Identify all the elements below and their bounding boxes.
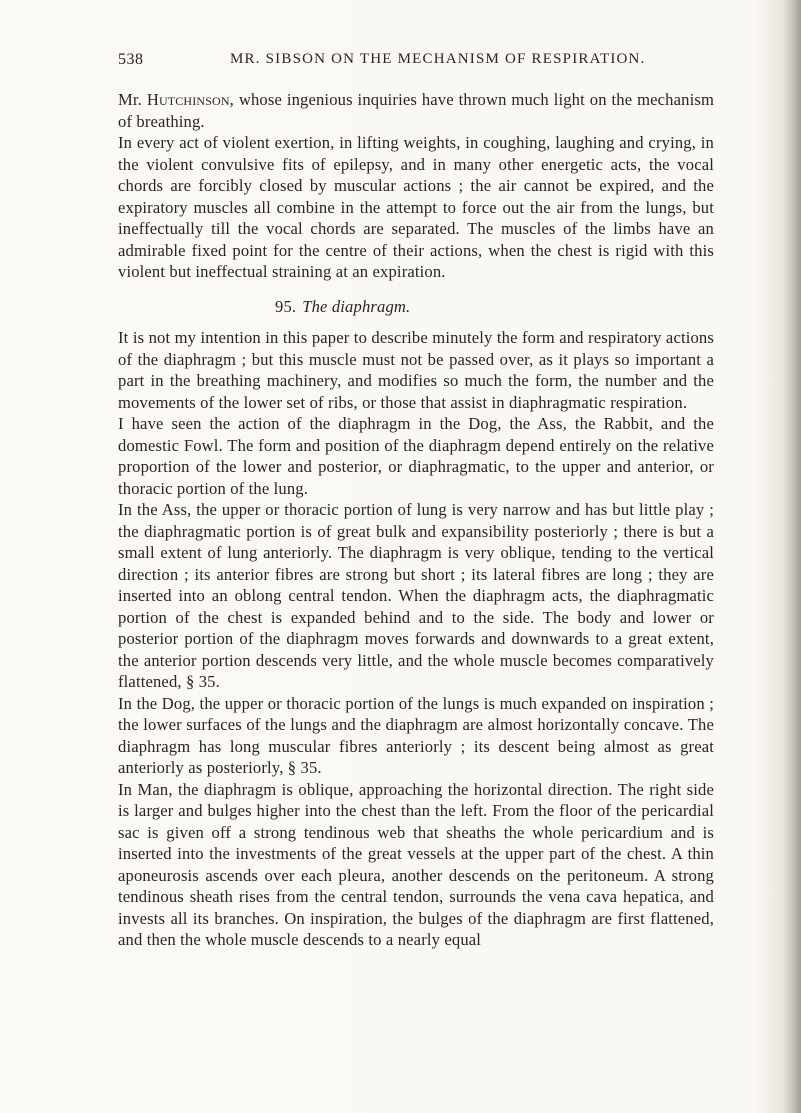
section-heading <box>118 296 714 318</box>
page-number: 538 <box>118 51 144 68</box>
paragraph-5: In the Ass, the upper or thoracic portion of lung is very narrow and has but little play ; the diaphragmatic portion is of great bulk and expansibility posteriorly ; there is but a small extent of lung anteriorly. The diaphragm is very oblique, tending to the vertical direction ; its anterior fibres are strong but short ; its lateral fibres are long ; they are inserted into an oblong central tendon. When the diaphragm acts, the diaphragmatic portion of the chest is expanded behind and to the side. The body and lower or posterior portion of the diaphragm moves forwards and downwards to a great extent, the anterior portion descends very little, and the whole muscle becomes comparatively flattened, § 35. <box>118 500 714 691</box>
section-number: 95. <box>275 296 297 316</box>
page-header <box>118 51 714 73</box>
paragraph-2: In every act of violent exertion, in lifting weights, in coughing, laughing and crying, in the violent convulsive fits of epilepsy, and in many other energetic acts, the vocal chords are forcibly closed by muscular actions ; the air cannot be expired, and the expiratory muscles all combine in the attempt to force out the air from the lungs, but ineffectually till the vocal chords are separated. The muscles of the limbs have an admirable fixed point for the centre of their actions, when the chest is rigid with this violent but ineffectual straining at an expiration. <box>118 133 714 281</box>
body-text <box>118 89 714 951</box>
running-head: MR. SIBSON ON THE MECHANISM OF RESPIRATION. <box>230 51 646 67</box>
paragraph-3: It is not my intention in this paper to describe minutely the form and respiratory actions of the diaphragm ; but this muscle must not be passed over, as it plays so important a part in the breathing machinery, and modifies so much the form, the number and the movements of the lower set of ribs, or those that assist in diaphragmatic respiration. <box>118 328 714 412</box>
author-name: Hutchinson <box>146 90 230 109</box>
paragraph-6: In the Dog, the upper or thoracic portion of the lungs is much expanded on inspiration ; the lower surfaces of the lungs and the diaphragm are almost horizontally concave. The diaphragm has long muscular fibres anteriorly ; its descent being almost as great anteriorly as posteriorly, § 35. <box>118 693 714 777</box>
page-edge-shadow <box>783 0 801 1113</box>
paragraph-1-text: , whose ingenious inquiries have thrown much light on the mechanism of breathing. <box>118 90 714 131</box>
paragraph-1-prefix: Mr. <box>118 90 147 109</box>
paragraph-7: In Man, the diaphragm is oblique, approaching the horizontal direction. The right side is larger and bulges higher into the chest than the left. From the floor of the pericardial sac is given off a strong tendinous web that sheaths the whole pericardium and is inserted into the investments of the great vessels at the upper part of the chest. A thin aponeurosis ascends over each pleura, another descends on the peritoneum. A strong tendinous sheath rises from the central tendon, surrounds the vena cava hepatica, and invests all its branches. On inspiration, the bulges of the diaphragm are first flattened, and then the whole muscle descends to a nearly equal <box>118 779 714 949</box>
paragraph-4: I have seen the action of the diaphragm in the Dog, the Ass, the Rabbit, and the domestic Fowl. The form and position of the diaphragm depend entirely on the relative proportion of the lower and posterior, or diaphragmatic, to the upper and anterior, or thoracic portion of the lung. <box>118 414 714 498</box>
section-title: The diaphragm. <box>302 296 411 316</box>
paragraph-1 <box>118 89 714 132</box>
